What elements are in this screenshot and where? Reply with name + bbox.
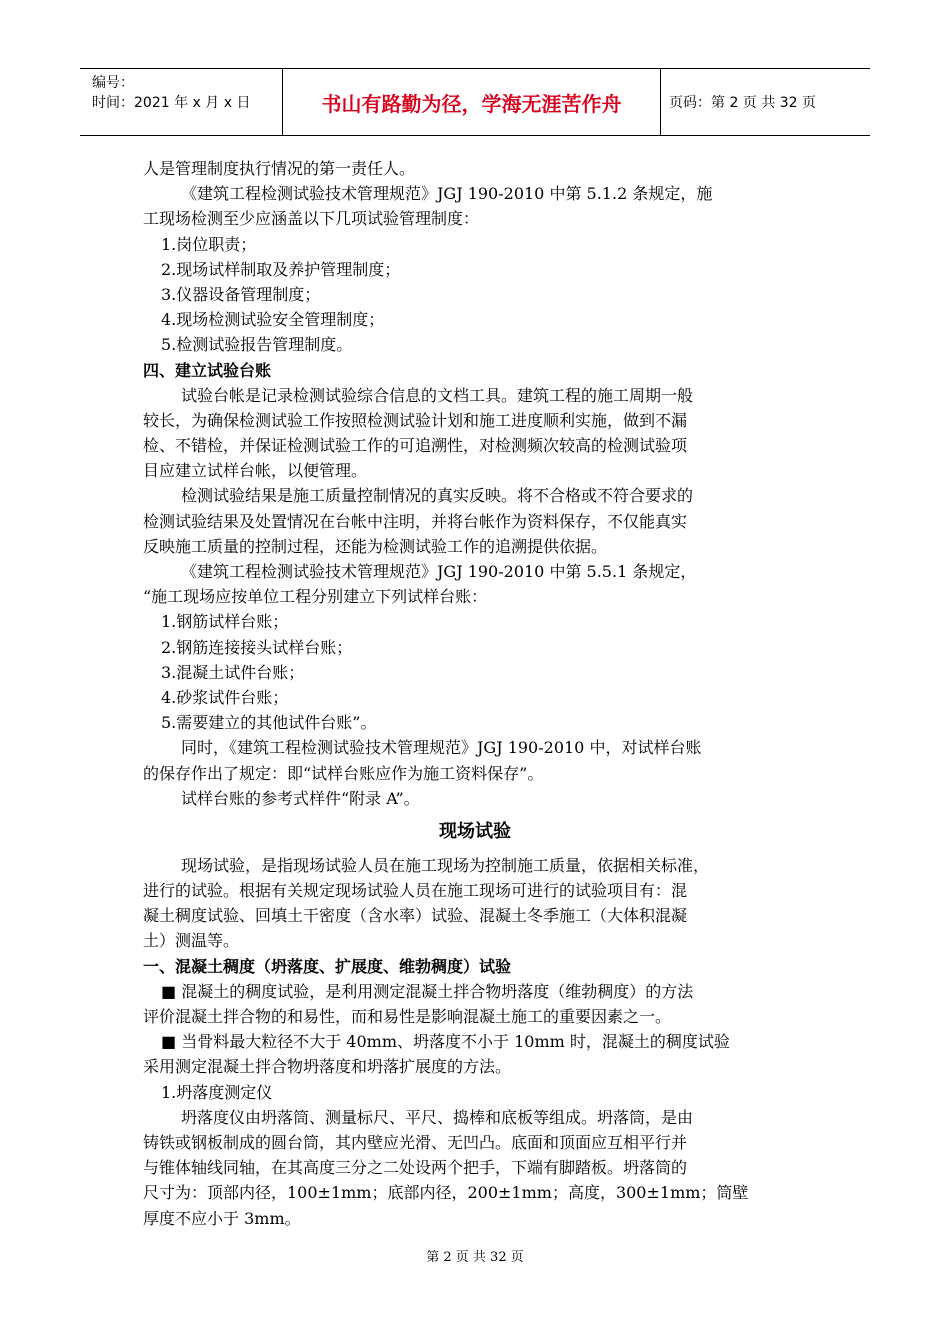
paragraph-line: 厚度不应小于 3mm。 [143,1208,301,1228]
list-item: 3.仪器设备管理制度； [161,284,321,304]
time-label: 时间：2021 年 x 月 x 日 [92,95,251,111]
header-page-info: 页码：第 2 页 共 32 页 [669,95,816,111]
paragraph-line: 人是管理制度执行情况的第一责任人。 [143,159,416,178]
section-heading: 四、建立试验台账 [143,360,272,380]
paragraph-line: 现场试验，是指现场试验人员在施工现场为控制施工质量，依据相关标准， [181,855,710,875]
paragraph-line: 《建筑工程检测试验技术管理规范》JGJ 190-2010 中第 5.5.1 条规定， [181,562,697,581]
list-item: 2.钢筋连接接头试样台账； [161,637,353,657]
paragraph-line: 进行的试验。根据有关规定现场试验人员在施工现场可进行的试验项目有：混 [143,881,688,901]
list-item: 1.岗位职责； [161,234,257,254]
paragraph-line: 《建筑工程检测试验技术管理规范》JGJ 190-2010 中第 5.1.2 条规定，施 [181,184,713,204]
paragraph-line: 采用测定混凝土拌合物坍落度和坍落扩展度的方法。 [143,1057,512,1077]
paragraph-line: 尺寸为：顶部内径，100±1mm；底部内径，200±1mm；高度，300±1mm；筒壁 [143,1183,749,1203]
page-footer: 第 2 页 共 32 页 [426,1250,524,1265]
list-item: 4.现场检测试验安全管理制度； [161,310,385,330]
paragraph-line: 目应建立试样台帐，以便管理。 [143,461,368,481]
subheading: 1.坍落度测定仪 [161,1082,273,1102]
paragraph-line: 凝土稠度试验、回填土干密度（含水率）试验、混凝土冬季施工（大体积混凝 [143,906,688,926]
paragraph-line: 评价混凝土拌合物的和易性，而和易性是影响混凝土施工的重要因素之一。 [143,1007,672,1026]
paragraph-line: 的保存作出了规定：即“试样台账应作为施工资料保存”。 [143,763,544,783]
number-label: 编号： [92,75,134,91]
paragraph-line: 试样台账的参考式样件“附录 A”。 [181,788,420,808]
bullet-line: ■ 混凝土的稠度试验，是利用测定混凝土拌合物坍落度（维勃稠度）的方法 [161,981,694,1001]
section-title: 现场试验 [439,820,511,842]
section-heading: 一、混凝土稠度（坍落度、扩展度、维勃稠度）试验 [143,956,512,976]
bullet-line: ■ 当骨料最大粒径不大于 40mm、坍落度不小于 10mm 时，混凝土的稠度试验 [161,1032,730,1052]
paragraph-line: 检测试验结果及处置情况在台帐中注明，并将台帐作为资料保存，不仅能真实 [143,511,688,531]
header-meta [80,69,282,135]
header-motto: 书山有路勤为径，学海无涯苦作舟 [321,91,622,116]
paragraph-line: “施工现场应按单位工程分别建立下列试样台账： [143,587,488,607]
paragraph-line: 同时，《建筑工程检测试验技术管理规范》JGJ 190-2010 中，对试样台账 [181,738,702,758]
paragraph-line: 铸铁或钢板制成的圆台筒，其内壁应光滑、无凹凸。底面和顶面应互相平行并 [143,1132,688,1152]
paragraph-line: 试验台帐是记录检测试验综合信息的文档工具。建筑工程的施工周期一般 [181,385,694,405]
paragraph-line: 土）测温等。 [143,931,240,951]
paragraph-line: 检测试验结果是施工质量控制情况的真实反映。将不合格或不符合要求的 [181,486,694,506]
paragraph-line: 反映施工质量的控制过程，还能为检测试验工作的追溯提供依据。 [143,536,608,556]
document-body [143,156,807,1231]
list-item: 2.现场试样制取及养护管理制度； [161,259,401,279]
list-item: 5.需要建立的其他试件台账”。 [161,713,377,733]
list-item: 4.砂浆试件台账； [161,687,289,707]
paragraph-line: 与锥体轴线同轴，在其高度三分之二处设两个把手，下端有脚踏板。坍落筒的 [143,1158,688,1178]
list-item: 1.钢筋试样台账； [161,612,289,632]
paragraph-line: 检、不错检，并保证检测试验工作的可追溯性，对检测频次较高的检测试验项 [143,436,688,456]
paragraph-line: 工现场检测至少应涵盖以下几项试验管理制度： [143,209,480,229]
list-item: 3.混凝土试件台账； [161,662,305,682]
paragraph-line: 较长，为确保检测试验工作按照检测试验计划和施工进度顺利实施，做到不漏 [143,410,688,430]
paragraph-line: 坍落度仪由坍落筒、测量标尺、平尺、捣棒和底板等组成。坍落筒，是由 [181,1107,694,1127]
page-header [80,68,870,136]
list-item: 5.检测试验报告管理制度。 [161,335,353,355]
